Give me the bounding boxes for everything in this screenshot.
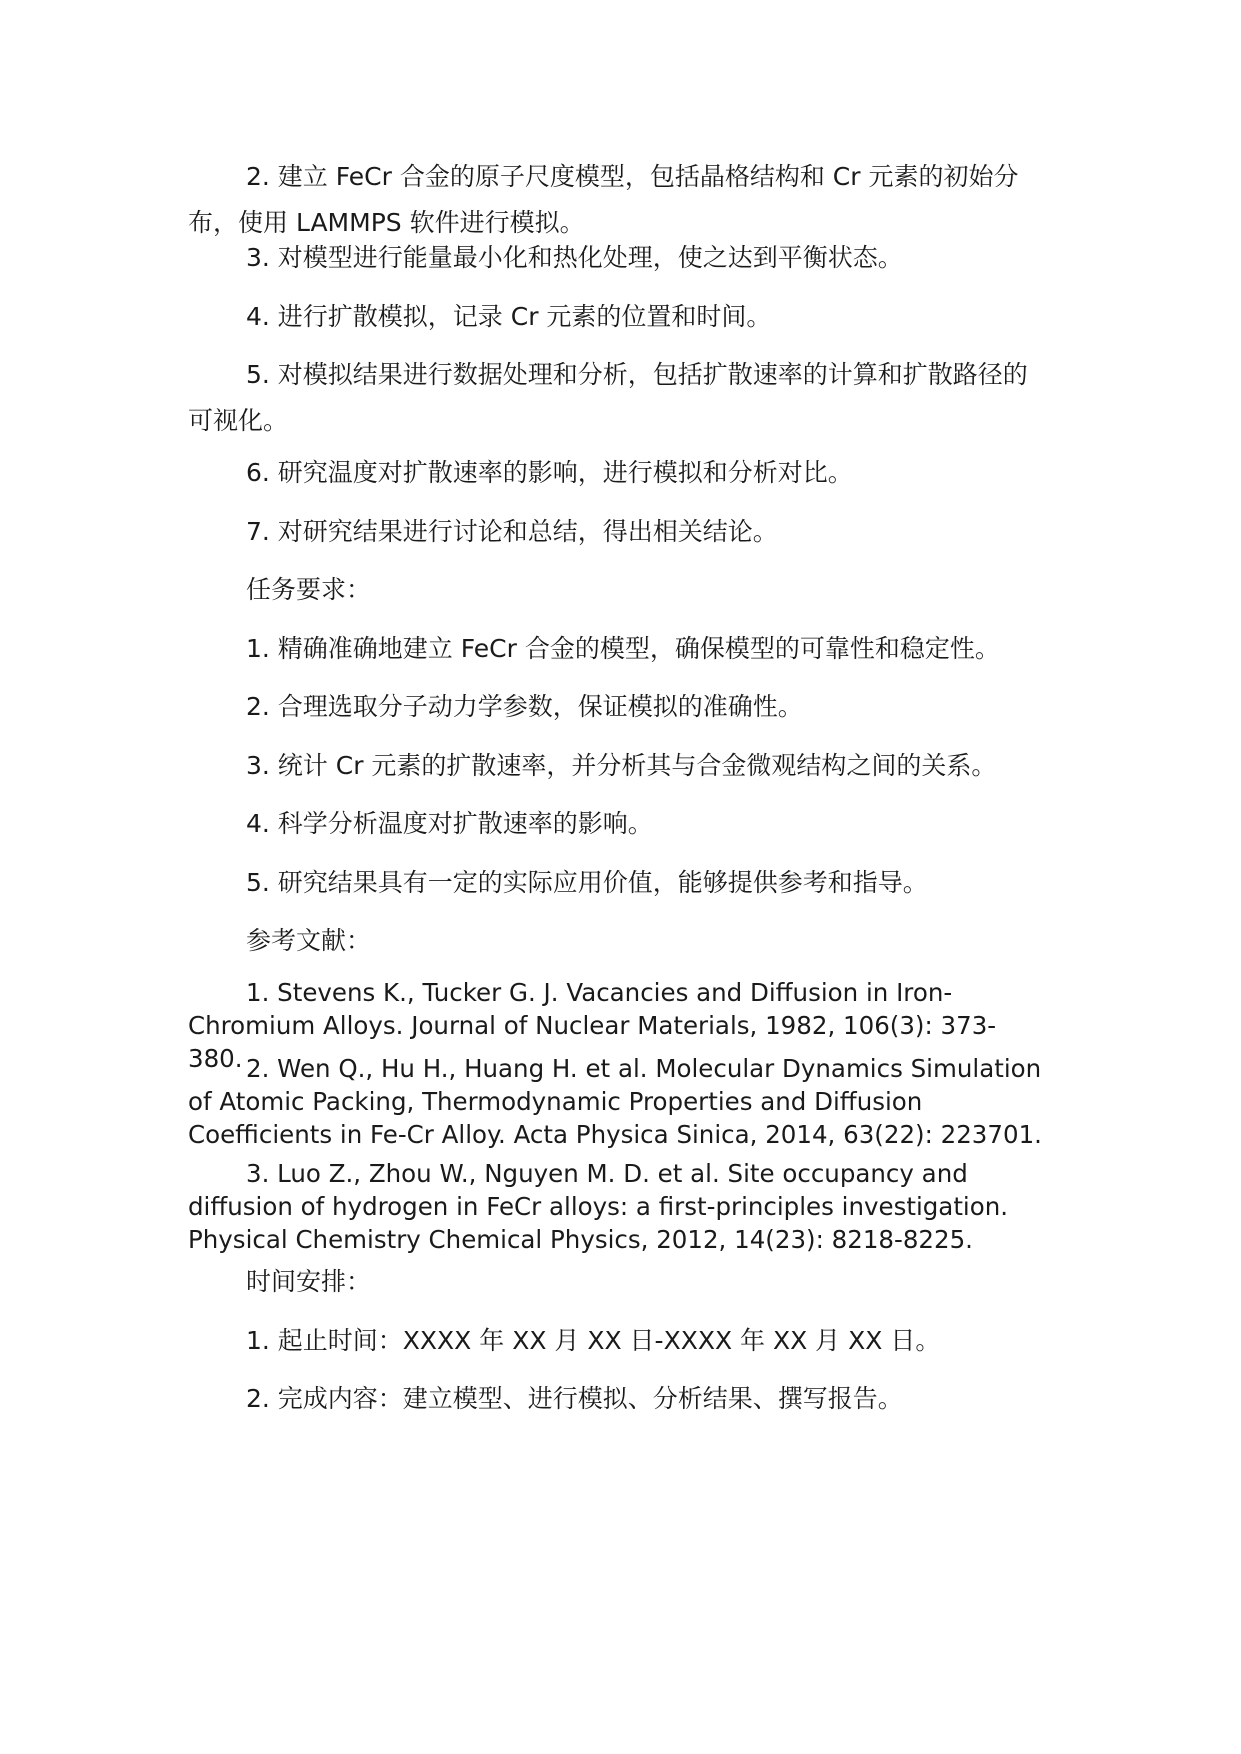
step-7-paragraph: 7. 对研究结果进行讨论和总结，得出相关结论。 [246,517,778,546]
references-heading: 参考文献： [246,926,372,955]
schedule-1-paragraph: 1. 起止时间：XXXX 年 XX 月 XX 日-XXXX 年 XX 月 XX 日。 [246,1326,941,1355]
schedule-heading: 时间安排： [246,1267,372,1296]
step-3-paragraph: 3. 对模型进行能量最小化和热化处理，使之达到平衡状态。 [246,243,903,272]
reference-1-paragraph: 1. Stevens K., Tucker G. J. Vacancies and Diffusion in Iron-Chromium Alloys. Journal of Nuclear Materials, 1982, 106(3): 373-380. [188,978,997,1073]
requirement-5-paragraph: 5. 研究结果具有一定的实际应用价值，能够提供参考和指导。 [246,868,928,897]
reference-3-paragraph: 3. Luo Z., Zhou W., Nguyen M. D. et al. Site occupancy and diffusion of hydrogen in FeCr alloys: a first-principles investigation. Physical Chemistry Chemical Physics, 2012, 14(23): 8218-8225. [188,1159,1009,1254]
reference-2-paragraph: 2. Wen Q., Hu H., Huang H. et al. Molecular Dynamics Simulation of Atomic Packing, Thermodynamic Properties and Diffusion Coefficients in Fe-Cr Alloy. Acta Physica Sinica, 2014, 63(22): 223701. [188,1054,1042,1149]
requirement-1-paragraph: 1. 精确准确地建立 FeCr 合金的模型，确保模型的可靠性和稳定性。 [246,634,1000,663]
step-4-paragraph: 4. 进行扩散模拟，记录 Cr 元素的位置和时间。 [246,302,772,331]
requirement-3-paragraph: 3. 统计 Cr 元素的扩散速率，并分析其与合金微观结构之间的关系。 [246,751,997,780]
requirements-heading: 任务要求： [246,575,372,604]
step-5-paragraph: 5. 对模拟结果进行数据处理和分析，包括扩散速率的计算和扩散路径的可视化。 [188,360,1028,435]
requirement-2-paragraph: 2. 合理选取分子动力学参数，保证模拟的准确性。 [246,692,803,721]
step-6-paragraph: 6. 研究温度对扩散速率的影响，进行模拟和分析对比。 [246,458,853,487]
step-2-paragraph: 2. 建立 FeCr 合金的原子尺度模型，包括晶格结构和 Cr 元素的初始分布，使用 LAMMPS 软件进行模拟。 [188,162,1019,237]
schedule-2-paragraph: 2. 完成内容：建立模型、进行模拟、分析结果、撰写报告。 [246,1384,903,1413]
requirement-4-paragraph: 4. 科学分析温度对扩散速率的影响。 [246,809,653,838]
